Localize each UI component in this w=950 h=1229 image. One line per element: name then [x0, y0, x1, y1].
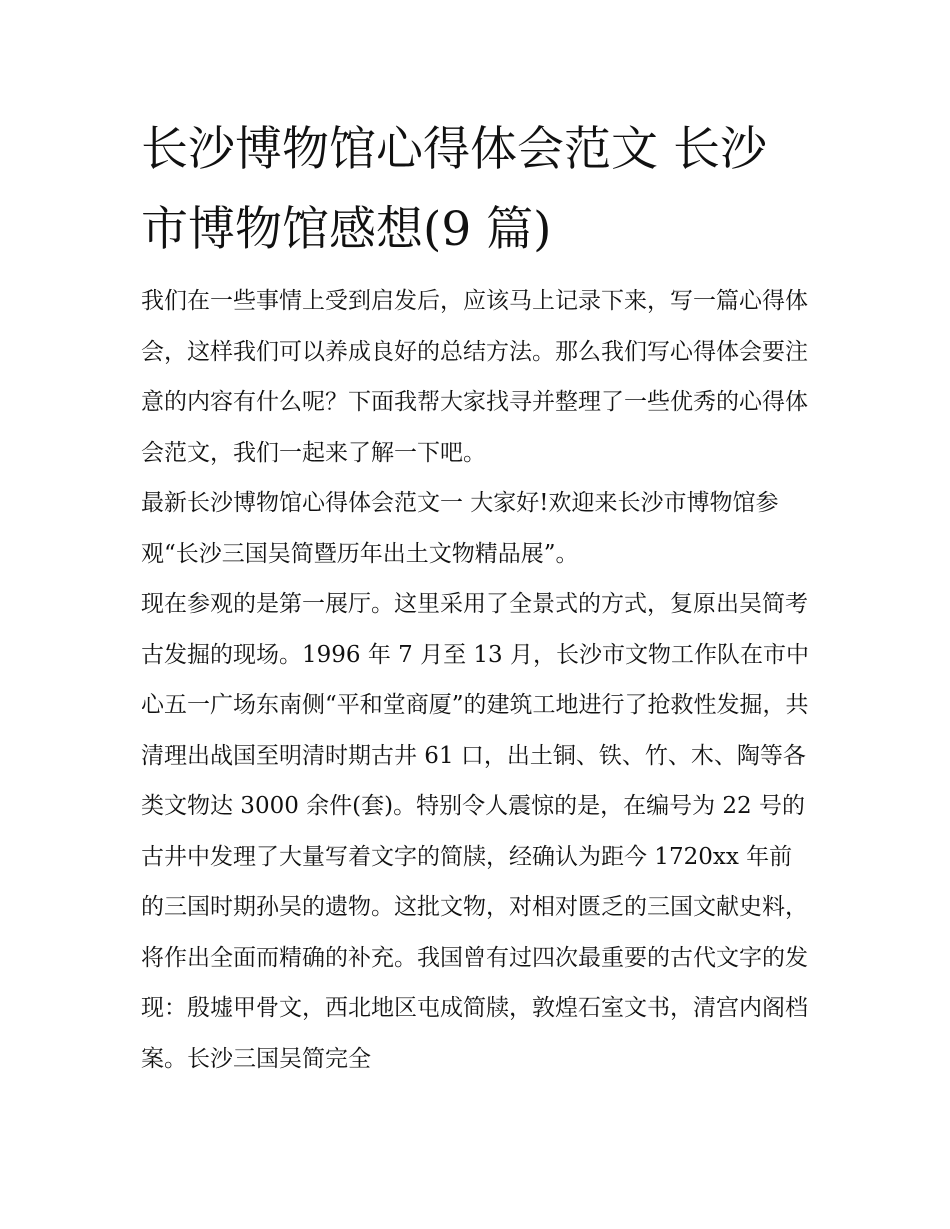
paragraph-intro: 我们在一些事情上受到启发后，应该马上记录下来，写一篇心得体会，这样我们可以养成良好的总结方法。那么我们写心得体会要注意的内容有什么呢？下面我帮大家找寻并整理了一些优秀的心得体会范文，我们一起来了解一下吧。	[141, 288, 808, 466]
paragraph-exhibit-hall: 现在参观的是第一展厅。这里采用了全景式的方式，复原出吴简考古发掘的现场。1996 年 7 月至 13 月，长沙市文物工作队在市中心五一广场东南侧“平和堂商厦”的建筑工地进行了抢救性发掘，共清理出战国至明清时期古井 61 口，出土铜、铁、竹、木、陶等各类文物达 3000 余件(套)。特别令人震惊的是，在编号为 22 号的古井中发理了大量写着文字的简牍，经确认为距今 1720xx 年前的三国时期孙吴的遗物。这批文物，对相对匮乏的三国文献史料，将作出全面而精确的补充。我国曾有过四次最重要的古代文字的发现：殷墟甲骨文，西北地区屯成简牍，敦煌石室文书，清宫内阁档案。长沙三国吴简完全	[141, 591, 809, 1072]
document-body	[141, 276, 811, 1084]
document-title: 长沙博物馆心得体会范文 长沙市博物馆感想(9 篇)	[141, 122, 767, 257]
paragraph-welcome: 最新长沙博物馆心得体会范文一 大家好!欢迎来长沙市博物馆参观“长沙三国吴简暨历年出土文物精品展”。	[141, 490, 779, 567]
document-page	[141, 0, 811, 1229]
